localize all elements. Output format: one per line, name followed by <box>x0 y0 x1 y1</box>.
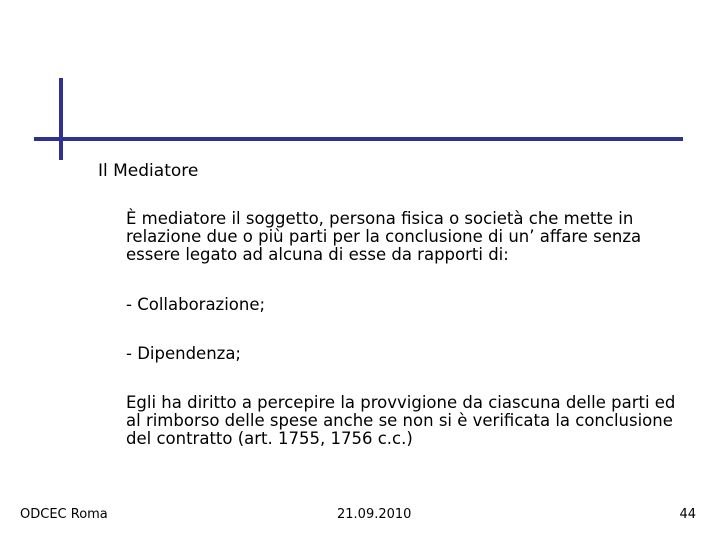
commission-paragraph: Egli ha diritto a percepire la provvigione da ciascuna delle parti ed al rimborso delle spese anche se non si è verificata la conclusione del contratto (art. 1755, 1756 c.c.) <box>126 393 676 448</box>
footer-date: 21.09.2010 <box>337 507 412 522</box>
footer-organization: ODCEC Roma <box>20 507 108 522</box>
list-item-dipendenza: - Dipendenza; <box>126 344 241 363</box>
definition-paragraph: È mediatore il soggetto, persona fisica o società che mette in relazione due o più parti per la conclusione di un’ affare senza essere legato ad alcuna di esse da rapporti di: <box>126 209 642 264</box>
decorative-horizontal-rule <box>34 137 683 141</box>
decorative-vertical-rule <box>59 78 63 160</box>
footer-page-number: 44 <box>679 507 696 522</box>
slide-title: Il Mediatore <box>98 161 199 181</box>
list-item-collaborazione: - Collaborazione; <box>126 295 266 314</box>
